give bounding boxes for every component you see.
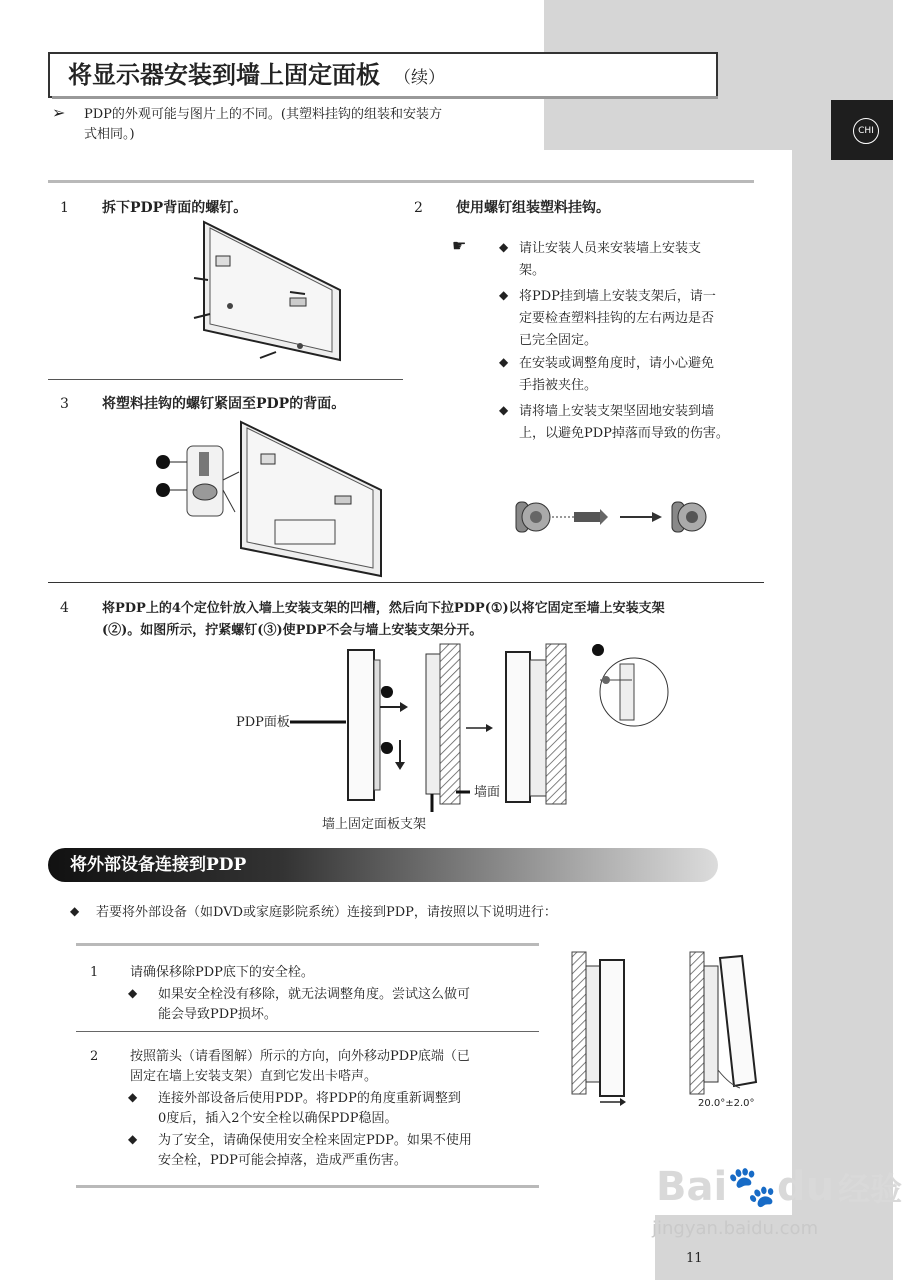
item1-text: 请确保移除PDP底下的安全栓。	[130, 965, 314, 980]
item1-sub-bullet: ◆	[128, 986, 138, 1000]
intro-note-line1: PDP的外观可能与图片上的不同。(其塑料挂钩的组装和安装方	[84, 107, 442, 122]
item1-sub-line1: 如果安全栓没有移除，就无法调整角度。尝试这么做可	[158, 987, 471, 1002]
tilt-illustration	[570, 950, 770, 1115]
callout-step4-3: ❸	[592, 642, 604, 658]
step3-number: 3	[60, 396, 69, 412]
callout-step4-2: ❷	[380, 740, 392, 756]
caution4-line1: 请将墙上安装支架坚固地安装到墙	[519, 404, 715, 419]
item2-bullet2-line1: 为了安全，请确保使用安全栓来固定PDP。如果不使用	[158, 1133, 472, 1148]
step3-text: 将塑料挂钩的螺钉紧固至PDP的背面。	[102, 396, 346, 412]
section2-rule-top	[76, 943, 539, 946]
paw-icon: 🐾	[727, 1164, 778, 1210]
intro-note-line2: 式相同。)	[84, 127, 135, 142]
caution1-bullet: ◆	[499, 240, 509, 254]
caution3-bullet: ◆	[499, 355, 509, 369]
section2-intro-bullet: ◆	[70, 904, 80, 918]
item2-number: 2	[90, 1049, 99, 1064]
page-number: 11	[686, 1251, 703, 1266]
section2-title: 将外部设备连接到PDP	[70, 855, 247, 875]
caution1-line2: 架。	[519, 263, 546, 278]
language-tab	[831, 100, 893, 160]
callout-step4-1: ❶	[380, 684, 392, 700]
pointing-hand-icon: ☛	[452, 236, 467, 255]
page-title: 将显示器安装到墙上固定面板 （续）	[68, 60, 445, 89]
note-arrow-icon: ➢	[52, 103, 66, 122]
step4-rule	[48, 582, 764, 583]
section2-rule-mid	[76, 1031, 539, 1032]
item2-line1: 按照箭头（请看图解）所示的方向，向外移动PDP底端（已	[130, 1049, 470, 1064]
step1-text: 拆下PDP背面的螺钉。	[102, 200, 248, 216]
caution4-line2: 上，以避免PDP掉落而导致的伤害。	[519, 426, 729, 441]
step4-line1: 将PDP上的4个定位针放入墙上安装支架的凹槽，然后向下拉PDP(①)以将它固定至墙上安装支架	[102, 601, 665, 616]
step1-number: 1	[60, 200, 69, 216]
item2-bullet1-line1: 连接外部设备后使用PDP。将PDP的角度重新调整到	[158, 1091, 461, 1106]
item1-sub-line2: 能会导致PDP损坏。	[158, 1007, 277, 1022]
item2-bullet2: ◆	[128, 1132, 138, 1146]
hook-screw-illustration	[512, 492, 722, 542]
caution2-line2: 定要检查塑料挂钩的左右两边是否	[519, 311, 715, 326]
watermark-url: jingyan.baidu.com	[652, 1218, 819, 1239]
gray-right-strip	[792, 150, 893, 1280]
caution2-bullet: ◆	[499, 288, 509, 302]
step4-number: 4	[60, 600, 69, 616]
item2-bullet2-line2: 安全栓，PDP可能会掉落，造成严重伤害。	[158, 1153, 407, 1168]
caution3-line1: 在安装或调整角度时，请小心避免	[519, 356, 715, 371]
step3-illustration	[155, 420, 385, 580]
item2-line2: 固定在墙上安装支架）直到它发出卡嗒声。	[130, 1069, 378, 1084]
bracket-label: 墙上固定面板支架	[322, 817, 427, 832]
section2-rule-bottom	[76, 1185, 539, 1188]
tilt-angle-label: 20.0°±2.0°	[698, 1098, 755, 1109]
step4-line2: (②)。如图所示，拧紧螺钉(③)使PDP不会与墙上安装支架分开。	[102, 623, 483, 638]
pdp-panel-label: PDP面板	[236, 715, 290, 730]
caution3-line2: 手指被夹住。	[519, 378, 598, 393]
step1-illustration	[190, 218, 350, 368]
watermark-brand: Bai🐾du 经验	[656, 1164, 902, 1210]
caution2-line1: 将PDP挂到墙上安装支架后，请一	[519, 289, 716, 304]
caution1-line1: 请让安装人员来安装墙上安装支	[519, 241, 702, 256]
item2-bullet1: ◆	[128, 1090, 138, 1104]
step1-divider	[48, 379, 403, 380]
wall-label: 墙面	[474, 785, 501, 800]
item1-number: 1	[90, 965, 99, 980]
top-rule	[48, 180, 754, 183]
caution2-line3: 已完全固定。	[519, 333, 598, 348]
step2-text: 使用螺钉组装塑料挂钩。	[456, 200, 610, 216]
caution4-bullet: ◆	[499, 403, 509, 417]
page-title-shadow	[52, 96, 718, 99]
callout-1-label	[156, 452, 157, 453]
step2-number: 2	[414, 200, 423, 216]
language-tab-label: CHI	[853, 118, 879, 144]
section2-intro: 若要将外部设备（如DVD或家庭影院系统）连接到PDP，请按照以下说明进行：	[96, 905, 557, 920]
item2-bullet1-line2: 0度后，插入2个安全栓以确保PDP稳固。	[158, 1111, 398, 1126]
